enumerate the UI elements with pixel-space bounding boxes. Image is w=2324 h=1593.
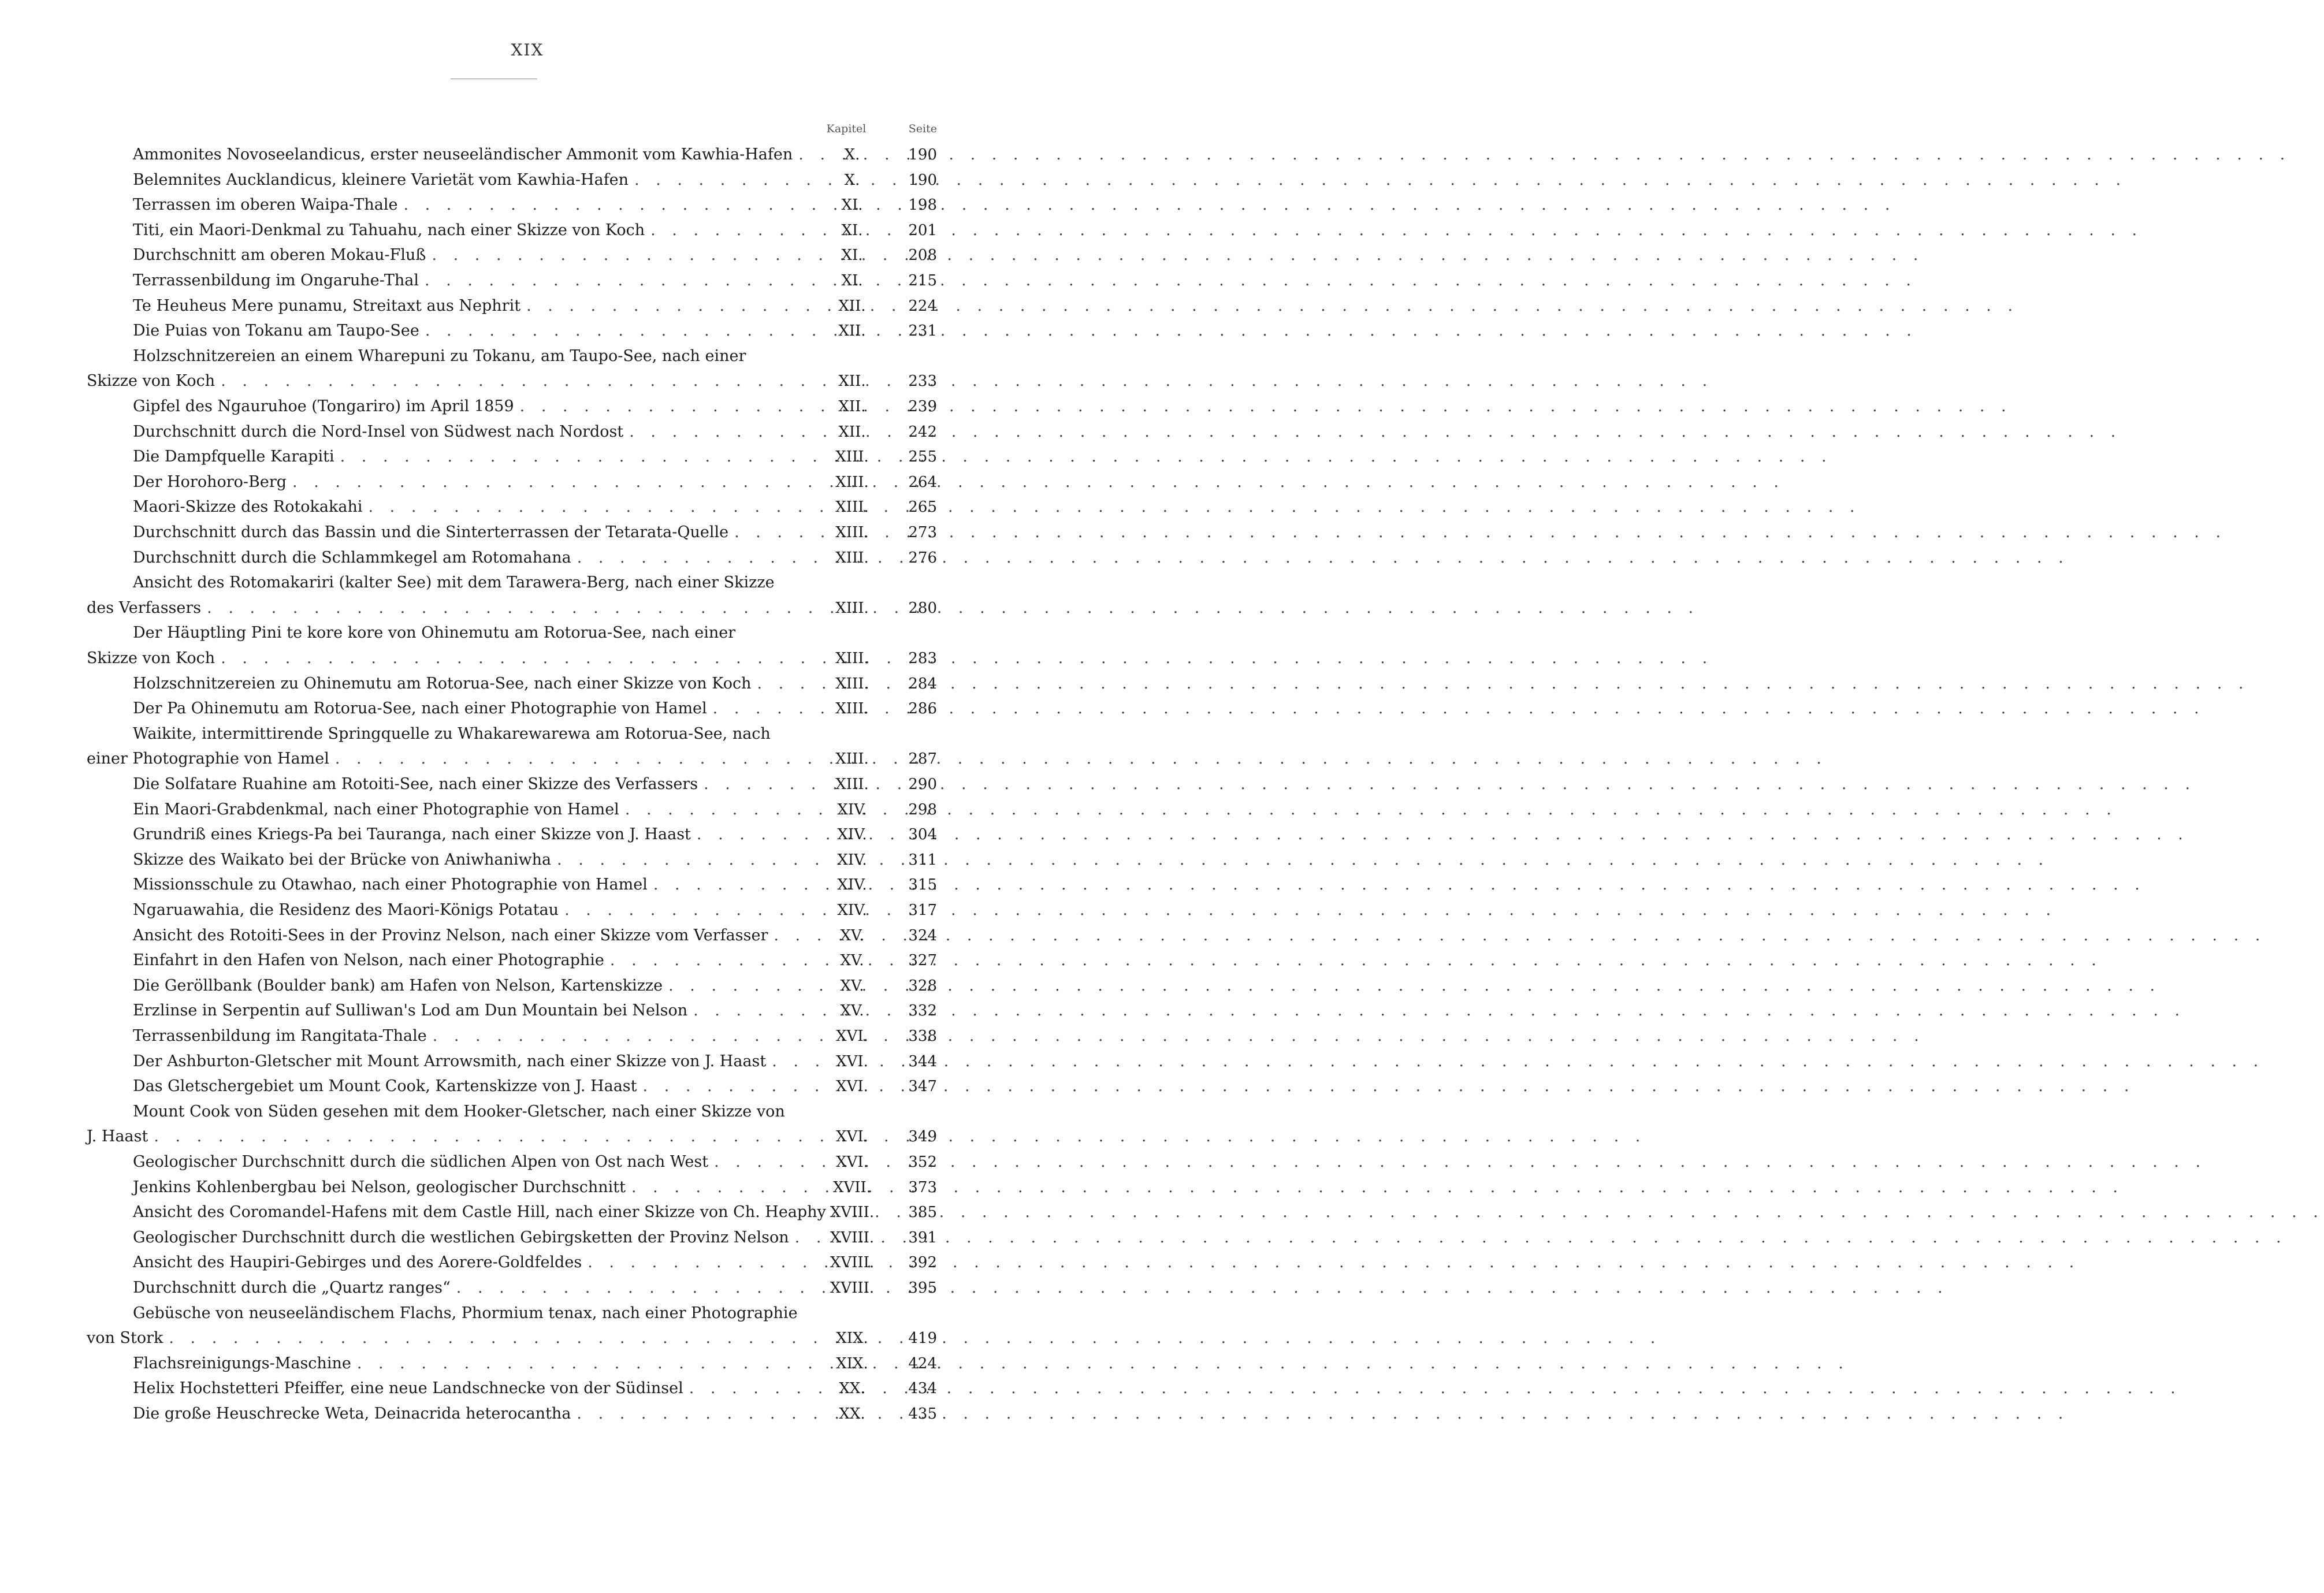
entry-title: Die Puias von Tokanu am Taupo-See bbox=[133, 322, 419, 340]
entry-line bbox=[133, 873, 820, 896]
dot-leader bbox=[571, 546, 2069, 570]
entry-line bbox=[133, 244, 820, 267]
entry-line bbox=[133, 1201, 826, 1224]
entry-line bbox=[87, 597, 820, 620]
entry-page: 201 bbox=[908, 221, 937, 239]
entry-chapter: XII. bbox=[838, 373, 866, 390]
entry-line bbox=[133, 169, 820, 192]
toc-entry bbox=[0, 1402, 1055, 1428]
entry-page: 273 bbox=[908, 524, 937, 541]
entry-title: Durchschnitt durch die „Quartz ranges“ bbox=[133, 1279, 451, 1297]
entry-chapter: XIII. bbox=[835, 524, 869, 541]
entry-chapter: XIII. bbox=[835, 498, 869, 516]
entry-title-lead: Holzschnitzereien an einem Wharepuni zu Tokanu, am Taupo-See, nach einer bbox=[133, 347, 746, 365]
entry-title-lead: Der Häuptling Pini te kore kore von Ohinemutu am Rotorua-See, nach einer bbox=[133, 624, 736, 642]
entry-chapter: XIII. bbox=[835, 750, 869, 768]
entry-line bbox=[133, 1402, 820, 1425]
toc-entry bbox=[0, 1352, 1055, 1378]
entry-title: Te Heuheus Mere punamu, Streitaxt aus Nephrit bbox=[133, 296, 521, 315]
toc-entry bbox=[0, 546, 1055, 572]
entry-line bbox=[133, 949, 820, 972]
entry-title: Geologischer Durchschnitt durch die südlichen Alpen von Ost nach West bbox=[133, 1153, 709, 1171]
entry-line bbox=[133, 1276, 820, 1300]
dot-leader bbox=[351, 1352, 1849, 1375]
entry-page: 276 bbox=[908, 549, 937, 567]
entry-title: Ammonites Novoseelandicus, erster neuseeländischer Ammonit vom Kawhia-Hafen bbox=[133, 146, 793, 163]
entry-page: 349 bbox=[908, 1128, 937, 1146]
entry-line bbox=[133, 1377, 820, 1400]
entry-page: 239 bbox=[908, 398, 937, 415]
entry-title: Flachsreinigungs-Maschine bbox=[133, 1354, 351, 1372]
entry-line bbox=[133, 1226, 820, 1249]
dot-leader bbox=[768, 924, 2266, 947]
entry-chapter: XIII. bbox=[835, 549, 869, 567]
entry-line bbox=[133, 974, 820, 998]
dot-leader bbox=[559, 899, 2057, 922]
toc-entry bbox=[0, 697, 1055, 723]
entry-page: 347 bbox=[908, 1078, 937, 1096]
entry-page: 280 bbox=[908, 599, 937, 617]
toc-entry bbox=[0, 1377, 1055, 1402]
entry-title: Die Solfatare Ruahine am Rotoiti-See, nach einer Skizze des Verfassers bbox=[133, 775, 698, 793]
entry-page: 385 bbox=[908, 1204, 937, 1222]
entry-chapter: XVII. bbox=[832, 1178, 872, 1196]
entry-page: 224 bbox=[908, 297, 937, 315]
entry-page: 395 bbox=[908, 1279, 937, 1297]
toc-entry bbox=[0, 999, 1055, 1025]
entry-line bbox=[133, 1176, 820, 1199]
toc-entry bbox=[0, 1251, 1055, 1276]
entry-chapter: XVIII. bbox=[830, 1254, 875, 1272]
entry-line bbox=[133, 521, 820, 544]
toc-entry bbox=[0, 1226, 1055, 1252]
entry-page: 283 bbox=[908, 649, 937, 667]
dot-leader bbox=[551, 848, 2049, 872]
toc-entry bbox=[0, 773, 1055, 798]
entry-chapter: XX. bbox=[839, 1380, 865, 1398]
entry-page: 215 bbox=[908, 272, 937, 289]
dot-leader bbox=[663, 974, 2161, 998]
entry-page: 265 bbox=[908, 498, 937, 516]
entry-title: Gipfel des Ngauruhoe (Tongariro) im April 1859 bbox=[133, 397, 514, 415]
entry-page: 328 bbox=[908, 977, 937, 995]
toc-entry bbox=[0, 1176, 1055, 1201]
entry-title-lead: Waikite, intermittirende Springquelle zu Whakarewarewa am Rotorua-See, nach bbox=[133, 724, 771, 743]
entry-page: 373 bbox=[908, 1178, 937, 1196]
entry-chapter: XIII. bbox=[835, 776, 869, 793]
entry-title: Durchschnitt durch die Nord-Insel von Südwest nach Nordost bbox=[133, 422, 624, 441]
entry-page: 255 bbox=[908, 448, 937, 466]
entry-page: 332 bbox=[908, 1002, 937, 1020]
toc-entry bbox=[0, 899, 1055, 924]
toc-entry bbox=[0, 521, 1055, 546]
entry-title: Skizze des Waikato bei der Brücke von Aniwhaniwha bbox=[133, 850, 552, 869]
entry-page: 287 bbox=[908, 750, 937, 768]
entry-title: Jenkins Kohlenbergbau bei Nelson, geologischer Durchschnitt bbox=[133, 1178, 626, 1196]
entry-page: 435 bbox=[908, 1405, 937, 1423]
toc-entry bbox=[0, 974, 1055, 1000]
entry-chapter: XIV. bbox=[837, 851, 867, 869]
entry-chapter: XIII. bbox=[835, 599, 869, 617]
dot-leader bbox=[789, 1226, 2287, 1249]
dot-leader bbox=[582, 1251, 2080, 1274]
entry-chapter: XVI. bbox=[836, 1078, 868, 1096]
dot-leader bbox=[514, 395, 2012, 418]
entry-chapter: XVIII. bbox=[830, 1204, 875, 1222]
entry-line bbox=[87, 747, 820, 771]
toc-entry bbox=[0, 1100, 1055, 1151]
toc-entry bbox=[0, 848, 1055, 874]
dot-leader bbox=[427, 1025, 1925, 1048]
entry-chapter: XIII. bbox=[835, 649, 869, 667]
entry-line bbox=[133, 193, 820, 217]
entry-line bbox=[133, 496, 820, 519]
entry-line bbox=[133, 420, 820, 444]
entry-title: Ansicht des Coromandel-Hafens mit dem Castle Hill, nach einer Skizze von Ch. Heaphy bbox=[133, 1203, 826, 1222]
entry-page: 344 bbox=[908, 1052, 937, 1070]
entry-title: Titi, ein Maori-Denkmal zu Tahuahu, nach einer Skizze von Koch bbox=[133, 221, 645, 239]
dot-leader bbox=[329, 747, 1827, 771]
entry-title: Die Geröllbank (Boulder bank) am Hafen von Nelson, Kartenskizze bbox=[133, 976, 663, 995]
entry-title: Ansicht des Rotoiti-Sees in der Provinz Nelson, nach einer Skizze vom Verfasser bbox=[133, 926, 768, 944]
dot-leader bbox=[426, 244, 1924, 267]
toc-entry bbox=[0, 244, 1055, 269]
entry-title: Skizze von Koch bbox=[87, 649, 215, 667]
toc-entry bbox=[0, 445, 1055, 471]
toc-entry bbox=[0, 219, 1055, 244]
toc-entry bbox=[0, 949, 1055, 974]
entry-title: Skizze von Koch bbox=[87, 372, 215, 390]
entry-page: 352 bbox=[908, 1153, 937, 1171]
entry-title: J. Haast bbox=[87, 1127, 148, 1146]
toc-entry bbox=[0, 496, 1055, 521]
toc-entry bbox=[0, 621, 1055, 672]
toc-entry bbox=[0, 295, 1055, 320]
toc-entry bbox=[0, 571, 1055, 621]
entry-chapter: XII. bbox=[838, 423, 866, 441]
entry-line bbox=[133, 395, 820, 418]
entry-title: des Verfassers bbox=[87, 598, 202, 617]
entry-chapter: X. bbox=[844, 171, 860, 189]
dot-leader bbox=[397, 193, 1895, 217]
entry-chapter: XV. bbox=[840, 977, 864, 995]
entry-chapter: XVI. bbox=[836, 1052, 868, 1070]
entry-chapter: XIV. bbox=[837, 876, 867, 894]
entry-page: 242 bbox=[908, 423, 937, 441]
entry-line bbox=[133, 471, 820, 494]
entry-chapter: XX. bbox=[839, 1405, 865, 1423]
entry-title: Durchschnitt durch das Bassin und die Sinterterrassen der Tetarata-Quelle bbox=[133, 523, 729, 541]
entry-page: 424 bbox=[908, 1354, 937, 1372]
toc-entry bbox=[0, 345, 1055, 395]
entry-title: Die Dampfquelle Karapiti bbox=[133, 448, 334, 466]
dot-leader bbox=[793, 143, 2290, 166]
entry-page: 338 bbox=[908, 1028, 937, 1045]
entry-title: Missionsschule zu Otawhao, nach einer Photographie von Hamel bbox=[133, 876, 648, 894]
dot-leader bbox=[334, 445, 1832, 468]
dot-leader bbox=[520, 295, 2018, 318]
entry-line bbox=[133, 1050, 820, 1073]
entry-chapter: XIII. bbox=[835, 700, 869, 718]
dot-leader bbox=[287, 471, 1784, 494]
dot-leader bbox=[419, 269, 1917, 292]
entry-chapter: X. bbox=[844, 146, 860, 163]
entry-title: Der Pa Ohinemutu am Rotorua-See, nach einer Photographie von Hamel bbox=[133, 699, 707, 718]
entry-title: Der Ashburton-Gletscher mit Mount Arrowsmith, nach einer Skizze von J. Haast bbox=[133, 1052, 767, 1070]
entry-line bbox=[133, 848, 820, 872]
entry-chapter: XV. bbox=[840, 952, 864, 970]
entry-line bbox=[87, 370, 820, 393]
entry-chapter: XI. bbox=[841, 272, 863, 289]
entry-line bbox=[133, 697, 820, 720]
entry-title: Ansicht des Haupiri-Gebirges und des Aorere-Goldfeldes bbox=[133, 1253, 582, 1272]
dot-leader bbox=[571, 1402, 2069, 1425]
entry-title: Durchschnitt am oberen Mokau-Fluß bbox=[133, 246, 426, 265]
entry-page: 311 bbox=[908, 851, 937, 869]
entry-line bbox=[133, 798, 820, 821]
entry-title: Terrassenbildung im Rangitata-Thale bbox=[133, 1027, 427, 1045]
entry-line bbox=[87, 1327, 820, 1350]
entry-line bbox=[133, 823, 820, 846]
entry-line bbox=[133, 219, 820, 242]
entry-chapter: XIV. bbox=[837, 902, 867, 919]
entry-title: Grundriß eines Kriegs-Pa bei Tauranga, nach einer Skizze von J. Haast bbox=[133, 825, 691, 844]
column-header-chapter: Kapitel bbox=[826, 122, 867, 135]
toc-entry bbox=[0, 269, 1055, 295]
entry-chapter: XIII. bbox=[835, 448, 869, 466]
entry-chapter: XIX. bbox=[836, 1354, 868, 1372]
entry-line bbox=[133, 672, 820, 695]
dot-leader bbox=[766, 1050, 2264, 1073]
entry-title: Erzlinse in Serpentin auf Sulliwan's Lod am Dun Mountain bei Nelson bbox=[133, 1002, 688, 1020]
entry-line bbox=[133, 924, 820, 947]
toc-entry bbox=[0, 395, 1055, 420]
entry-chapter: XVIII. bbox=[830, 1279, 875, 1297]
entry-title: einer Photographie von Hamel bbox=[87, 750, 329, 768]
entry-page: 198 bbox=[908, 196, 937, 214]
entry-title: Ngaruawahia, die Residenz des Maori-Königs Potatau bbox=[133, 901, 559, 919]
entry-title: Helix Hochstetteri Pfeiffer, eine neue Landschnecke von der Südinsel bbox=[133, 1379, 683, 1398]
entry-line bbox=[133, 269, 820, 292]
entry-page: 315 bbox=[908, 876, 937, 894]
entry-page: 327 bbox=[908, 952, 937, 970]
entry-chapter: XV. bbox=[840, 926, 864, 944]
entry-page: 284 bbox=[908, 675, 937, 693]
toc-entry bbox=[0, 1276, 1055, 1302]
entry-chapter: XV. bbox=[840, 1002, 864, 1020]
entry-line bbox=[133, 295, 820, 318]
entry-page: 190 bbox=[908, 146, 937, 163]
toc-entry bbox=[0, 823, 1055, 848]
entry-title: Der Horohoro-Berg bbox=[133, 472, 287, 491]
entry-line bbox=[133, 1352, 820, 1375]
entry-page: 419 bbox=[908, 1330, 937, 1348]
entry-title: Ein Maori-Grabdenkmal, nach einer Photographie von Hamel bbox=[133, 800, 619, 818]
entry-line bbox=[133, 999, 820, 1022]
entry-page: 304 bbox=[908, 826, 937, 844]
entry-chapter: XII. bbox=[838, 398, 866, 415]
entry-line bbox=[133, 445, 820, 468]
entry-line bbox=[133, 1025, 820, 1048]
entry-title: Holzschnitzereien zu Ohinemutu am Rotorua-See, nach einer Skizze von Koch bbox=[133, 674, 752, 693]
toc-entry bbox=[0, 1050, 1055, 1075]
entry-line bbox=[87, 647, 820, 670]
entry-chapter: XI. bbox=[841, 221, 863, 239]
entry-title: Belemnites Aucklandicus, kleinere Varietät vom Kawhia-Hafen bbox=[133, 170, 629, 189]
entry-line bbox=[133, 1075, 820, 1098]
entry-chapter: XVIII. bbox=[830, 1229, 875, 1246]
entry-page: 317 bbox=[908, 902, 937, 919]
entry-title: von Stork bbox=[87, 1329, 163, 1348]
toc-entry bbox=[0, 798, 1055, 824]
entry-page: 208 bbox=[908, 247, 937, 265]
toc-entry bbox=[0, 1075, 1055, 1100]
entry-title-lead: Ansicht des Rotomakariri (kalter See) mit dem Tarawera-Berg, nach einer Skizze bbox=[133, 574, 775, 592]
toc-entry bbox=[0, 1201, 1055, 1226]
entry-chapter: XVI. bbox=[836, 1128, 868, 1146]
entry-title: Die große Heuschrecke Weta, Deinacrida heterocantha bbox=[133, 1405, 571, 1423]
entry-line bbox=[133, 1151, 820, 1174]
dot-leader bbox=[451, 1276, 1949, 1300]
entry-page: 290 bbox=[908, 776, 937, 793]
dot-leader bbox=[215, 370, 1713, 393]
toc-entry bbox=[0, 471, 1055, 496]
entry-chapter: XIV. bbox=[837, 826, 867, 844]
entry-title: Maori-Skizze des Rotokakahi bbox=[133, 498, 363, 516]
entry-line bbox=[87, 1125, 820, 1148]
entry-title: Das Gletschergebiet um Mount Cook, Kartenskizze von J. Haast bbox=[133, 1077, 637, 1096]
entry-chapter: XII. bbox=[838, 322, 866, 340]
dot-leader bbox=[751, 672, 2249, 695]
toc-entry bbox=[0, 672, 1055, 698]
toc-entry bbox=[0, 1302, 1055, 1352]
dot-leader bbox=[826, 1201, 2324, 1224]
entry-chapter: XIII. bbox=[835, 473, 869, 491]
toc-entry bbox=[0, 1025, 1055, 1050]
entry-title: Terrassen im oberen Waipa-Thale bbox=[133, 196, 398, 214]
entry-title-lead: Mount Cook von Süden gesehen mit dem Hooker-Gletscher, nach einer Skizze von bbox=[133, 1102, 785, 1121]
entry-chapter: XVI. bbox=[836, 1153, 868, 1171]
dot-leader bbox=[363, 496, 1861, 519]
toc-entry bbox=[0, 924, 1055, 950]
entry-title: Durchschnitt durch die Schlammkegel am Rotomahana bbox=[133, 548, 571, 567]
dot-leader bbox=[201, 597, 1699, 620]
toc-entry bbox=[0, 873, 1055, 899]
toc-entry bbox=[0, 723, 1055, 773]
entry-line bbox=[133, 1251, 820, 1274]
toc-entry bbox=[0, 420, 1055, 446]
toc-entry bbox=[0, 169, 1055, 194]
entry-chapter: XVI. bbox=[836, 1028, 868, 1045]
toc-entry bbox=[0, 319, 1055, 345]
entry-page: 286 bbox=[908, 700, 937, 718]
entry-page: 298 bbox=[908, 801, 937, 818]
dot-leader bbox=[215, 647, 1713, 670]
entry-page: 392 bbox=[908, 1254, 937, 1272]
column-header-page: Seite bbox=[908, 122, 937, 135]
entry-page: 324 bbox=[908, 926, 937, 944]
entry-title: Geologischer Durchschnitt durch die westlichen Gebirgsketten der Provinz Nelson bbox=[133, 1228, 789, 1246]
toc-entry bbox=[0, 1151, 1055, 1176]
dot-leader bbox=[419, 319, 1917, 343]
entry-title: Terrassenbildung im Ongaruhe-Thal bbox=[133, 271, 419, 289]
entry-page: 231 bbox=[908, 322, 937, 340]
page-number: XIX bbox=[511, 40, 544, 59]
entry-line bbox=[133, 546, 820, 570]
entry-chapter: XIX. bbox=[836, 1330, 868, 1348]
entry-line bbox=[133, 899, 820, 922]
entry-line bbox=[133, 319, 820, 343]
entry-line bbox=[133, 143, 820, 166]
dot-leader bbox=[728, 521, 2226, 544]
entry-line bbox=[133, 773, 820, 796]
toc-entry bbox=[0, 143, 1055, 169]
entry-page: 434 bbox=[908, 1380, 937, 1398]
entry-chapter: XII. bbox=[838, 297, 866, 315]
entry-title-lead: Gebüsche von neuseeländischem Flachs, Phormium tenax, nach einer Photographie bbox=[133, 1304, 798, 1322]
entry-page: 391 bbox=[908, 1229, 937, 1246]
entry-chapter: XI. bbox=[841, 247, 863, 265]
entry-page: 264 bbox=[908, 473, 937, 491]
entry-chapter: XI. bbox=[841, 196, 863, 214]
entry-page: 233 bbox=[908, 373, 937, 390]
entry-page: 190 bbox=[908, 171, 937, 189]
entry-title: Einfahrt in den Hafen von Nelson, nach einer Photographie bbox=[133, 951, 604, 970]
entry-chapter: XIII. bbox=[835, 675, 869, 693]
toc-entry bbox=[0, 193, 1055, 219]
entry-chapter: XIV. bbox=[837, 801, 867, 818]
